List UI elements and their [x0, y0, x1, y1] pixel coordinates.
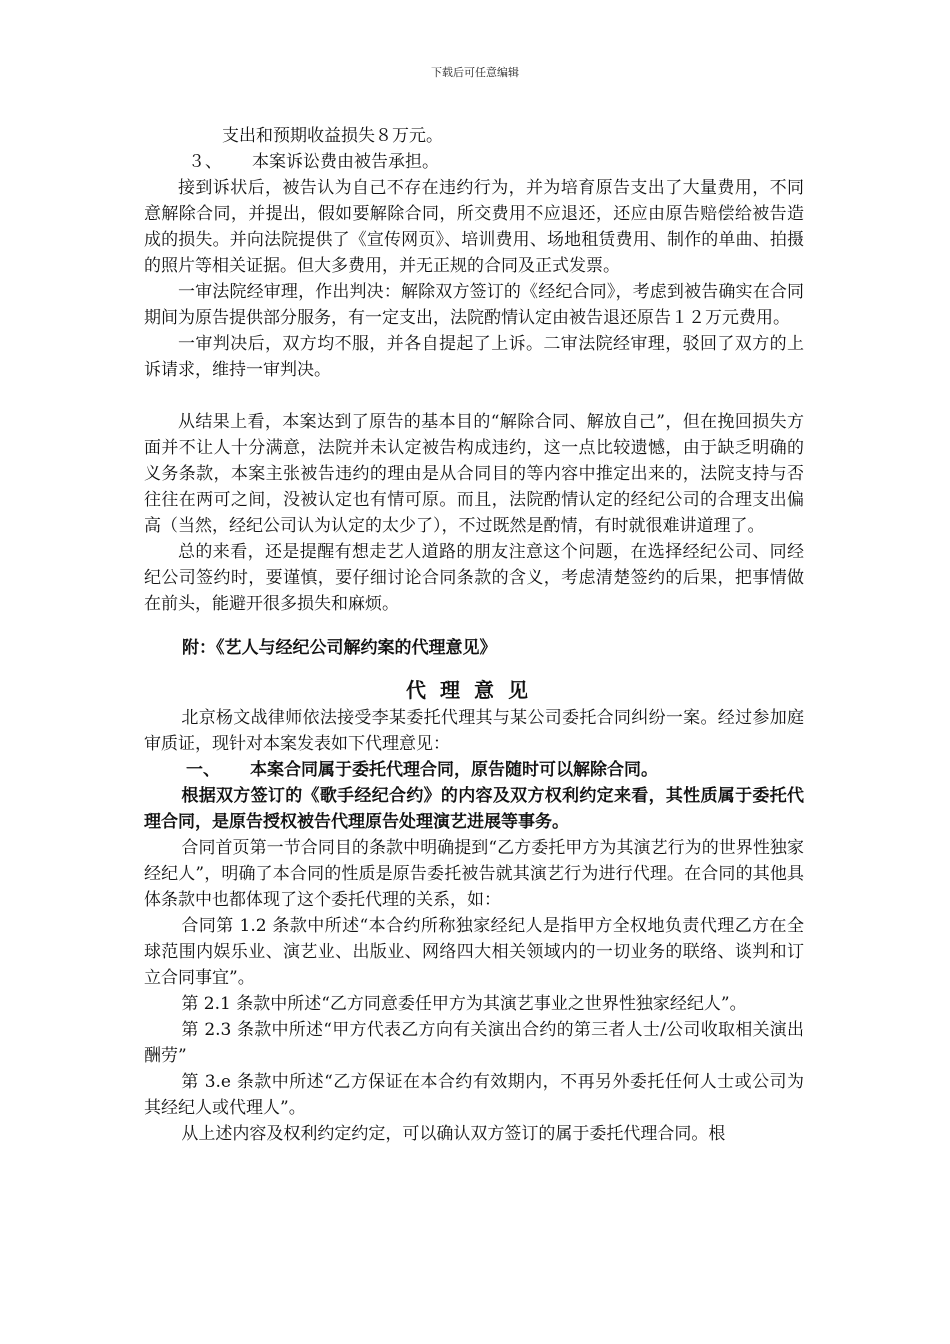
- section-heading-1: [144, 757, 804, 783]
- paragraph: 支出和预期收益损失８万元。: [222, 126, 443, 146]
- page-header: 下载后可任意编辑: [431, 66, 519, 79]
- paragraph: 接到诉状后，被告认为自己不存在违约行为，并为培育原告支出了大量费用，不同意解除合同，并提出，假如要解除合同，所交费用不应退还，还应由原告赔偿给被告造成的损失。并向法院提供了《宣传网页》、培训费用、场地租赁费用、制作的单曲、拍摄的照片等相关证据。但大多费用，并无正规的合同及正式发票。: [144, 178, 804, 276]
- section-heading-text: 本案合同属于委托代理合同，原告随时可以解除合同。: [250, 760, 658, 780]
- paragraph: 北京杨文战律师依法接受李某委托代理其与某公司委托合同纠纷一案。经过参加庭审质证，现针对本案发表如下代理意见：: [144, 708, 804, 754]
- paragraph: 合同第 1.2 条款中所述“本合约所称独家经纪人是指甲方全权地负责代理乙方在全球范围内娱乐业、演艺业、出版业、网络四大相关领域内的一切业务的联络、谈判和订立合同事宜”。: [144, 916, 804, 988]
- section-title: 代理意见: [406, 678, 542, 702]
- annex-heading: 附：《艺人与经纪公司解约案的代理意见》: [182, 638, 497, 658]
- document-body: [144, 123, 804, 1147]
- list-item-3: [144, 149, 804, 175]
- list-text: 本案诉讼费由被告承担。: [252, 152, 439, 172]
- paragraph: 从上述内容及权利约定约定，可以确认双方签订的属于委托代理合同。根: [181, 1124, 726, 1144]
- section-number: 一、: [186, 760, 220, 780]
- paragraph: 合同首页第一节合同目的条款中明确提到“乙方委托甲方为其演艺行为的世界性独家经纪人”，明确了本合同的性质是原告委托被告就其演艺行为进行代理。在合同的其他具体条款中也都体现了这个委托代理的关系，如：: [144, 838, 804, 910]
- paragraph: 从结果上看，本案达到了原告的基本目的“解除合同、解放自己”，但在挽回损失方面并不让人十分满意，法院并未认定被告构成违约，这一点比较遗憾，由于缺乏明确的义务条款，本案主张被告违约的理由是从合同目的等内容中推定出来的，法院支持与否往往在两可之间，没被认定也有情可原。而且，法院酌情认定的经纪公司的合理支出偏高（当然，经纪公司认为认定的太少了），不过既然是酌情，有时就很难讲道理了。: [144, 412, 804, 536]
- paragraph: 第 2.1 条款中所述“乙方同意委任甲方为其演艺事业之世界性独家经纪人”。: [181, 994, 747, 1014]
- paragraph: 一审判决后，双方均不服，并各自提起了上诉。二审法院经审理，驳回了双方的上诉请求，维持一审判决。: [144, 334, 804, 380]
- paragraph-bold: 根据双方签订的《歌手经纪合约》的内容及双方权利约定来看，其性质属于委托代理合同，是原告授权被告代理原告处理演艺进展等事务。: [144, 786, 804, 832]
- list-number: ３、: [188, 152, 222, 172]
- paragraph: 总的来看，还是提醒有想走艺人道路的朋友注意这个问题，在选择经纪公司、同经纪公司签约时，要谨慎，要仔细讨论合同条款的含义，考虑清楚签约的后果，把事情做在前头，能避开很多损失和麻烦。: [144, 542, 804, 614]
- paragraph: 第 3.e 条款中所述“乙方保证在本合约有效期内，不再另外委托任何人士或公司为其经纪人或代理人”。: [144, 1072, 804, 1118]
- paragraph: 第 2.3 条款中所述“甲方代表乙方向有关演出合约的第三者人士/公司收取相关演出酬劳”: [144, 1020, 804, 1066]
- paragraph: 一审法院经审理，作出判决：解除双方签订的《经纪合同》，考虑到被告确实在合同期间为原告提供部分服务，有一定支出，法院酌情认定由被告退还原告１２万元费用。: [144, 282, 804, 328]
